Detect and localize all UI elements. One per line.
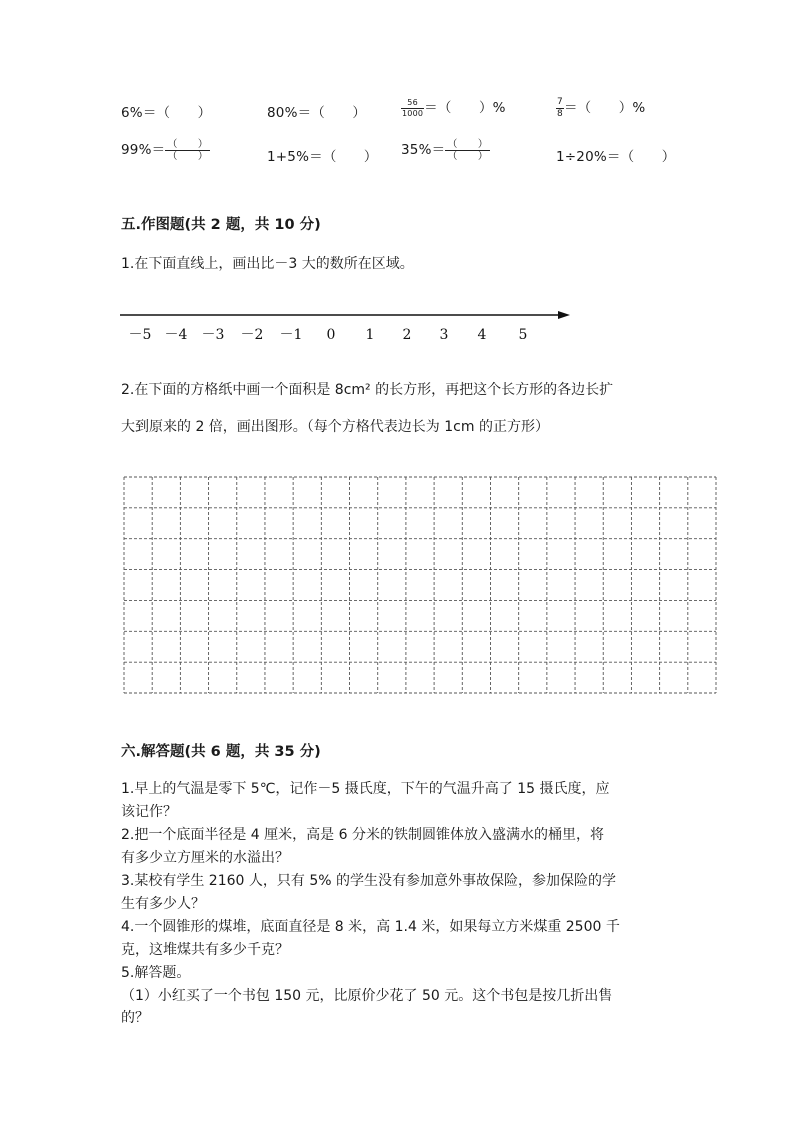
section-5-question-2-line2: 大到原来的 2 倍，画出图形。（每个方格代表边长为 1cm 的正方形） <box>121 419 549 435</box>
number-line-tick-label: 2 <box>402 327 412 343</box>
number-line-tick-label: 0 <box>326 327 336 343</box>
fraction-blank: $\frac{( )}{( )}$ <box>447 138 489 162</box>
question-line: 5.解答题。 <box>121 965 191 981</box>
number-line-tick-label: －4 <box>164 327 188 343</box>
section-6-heading: 六.解答题(共 6 题，共 35 分) <box>121 744 321 760</box>
grid-paper[interactable] <box>122 475 720 697</box>
question-line: 有多少立方厘米的水溢出？ <box>121 850 289 866</box>
number-line <box>118 303 578 348</box>
number-line-arrow <box>558 311 570 319</box>
section-5-question-2-line1: 2.在下面的方格纸中画一个面积是 8cm² 的长方形，再把这个长方形的各边长扩 <box>121 382 614 398</box>
conversion-6-percent: 6%＝（ ） <box>121 105 212 121</box>
number-line-tick-label: －5 <box>128 327 152 343</box>
number-line-tick-label: 5 <box>518 327 528 343</box>
number-line-tick-label: －1 <box>279 327 303 343</box>
question-line: 该记作？ <box>121 804 177 820</box>
conversion-80-percent: 80%＝（ ） <box>267 105 367 121</box>
conversion-7-over-8: $\frac{7}{8}$ ＝（ ）% <box>557 96 646 119</box>
number-line-tick-label: 3 <box>439 327 449 343</box>
question-line: 2.把一个底面半径是 4 厘米，高是 6 分米的铁制圆锥体放入盛满水的桶里，将 <box>121 827 604 843</box>
question-line: 克，这堆煤共有多少千克？ <box>121 942 289 958</box>
section-5-question-1: 1.在下面直线上，画出比－3 大的数所在区域。 <box>121 256 414 272</box>
question-line: 生有多少人？ <box>121 896 205 912</box>
section-6-questions <box>121 778 620 985</box>
question-line: 1.早上的气温是零下 5℃，记作－5 摄氏度，下午的气温升高了 15 摄氏度，应 <box>121 781 610 797</box>
number-line-tick-label: 4 <box>477 327 487 343</box>
sub-question-1-line1: （1）小红买了一个书包 150 元，比原价少花了 50 元。这个书包是按几折出售 <box>121 988 613 1004</box>
fraction-56-1000: $\frac{56}{1000}$ <box>402 97 424 118</box>
sub-question-1-line2: 的？ <box>121 1010 149 1026</box>
conversion-35-percent: 35%＝ $\frac{( )}{( )}$ <box>401 138 489 162</box>
question-line: 3.某校有学生 2160 人，只有 5% 的学生没有参加意外事故保险，参加保险的学 <box>121 873 616 889</box>
conversion-1-plus-5-percent: 1+5%＝（ ） <box>267 149 378 165</box>
question-line: 4.一个圆锥形的煤堆，底面直径是 8 米，高 1.4 米，如果每立方米煤重 2500 千 <box>121 919 620 935</box>
number-line-tick-label: 1 <box>365 327 375 343</box>
section-5-heading: 五.作图题(共 2 题，共 10 分) <box>121 217 321 233</box>
number-line-tick-label: －3 <box>201 327 225 343</box>
fraction-blank: $\frac{( )}{( )}$ <box>167 138 209 162</box>
conversion-56-over-1000: $\frac{56}{1000}$ ＝（ ）% <box>402 97 506 118</box>
fraction-7-8: $\frac{7}{8}$ <box>557 96 563 119</box>
conversion-99-percent: 99%＝ $\frac{( )}{( )}$ <box>121 138 209 162</box>
conversion-1-div-20-percent: 1÷20%＝（ ） <box>556 149 676 165</box>
number-line-tick-label: －2 <box>240 327 264 343</box>
